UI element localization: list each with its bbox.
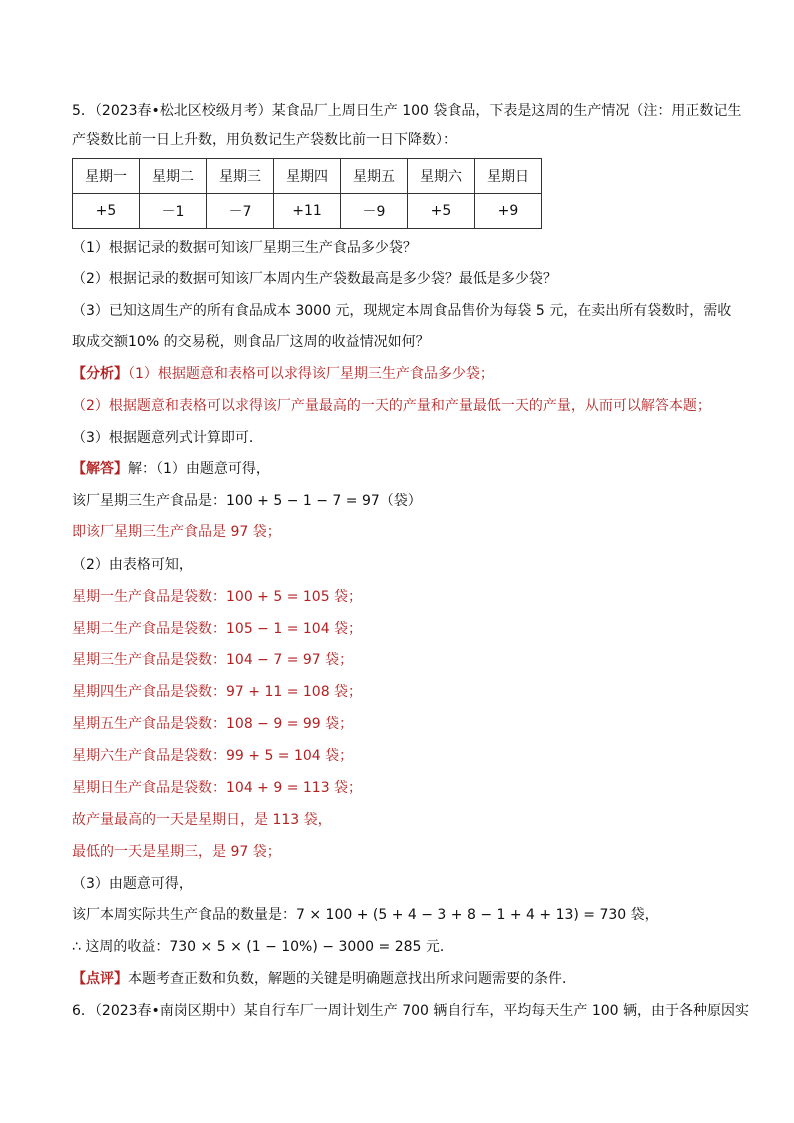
analysis-line2: （2）根据题意和表格可以求得该厂产量最高的一天的产量和产量最低一天的产量，从而可以解答本题；	[72, 398, 711, 414]
solution-step: ∴ 这周的收益：730 × 5 × (1 − 10%) − 3000 = 285 元．	[72, 939, 454, 955]
table-header-cell: 星期三	[207, 159, 274, 194]
solution-step: 星期三生产食品是袋数：104 − 7 = 97 袋；	[72, 652, 354, 668]
problem6-statement-line1: 6．（2023春•南岗区期中）某自行车厂一周计划生产 700 辆自行车，平均每天生产 100 辆，由于各种原因实	[72, 1003, 750, 1019]
solution-step: 星期四生产食品是袋数：97 + 11 = 108 袋；	[72, 684, 363, 700]
table-header-cell: 星期一	[73, 159, 140, 194]
solution-step: 星期日生产食品是袋数：104 + 9 = 113 袋；	[72, 780, 363, 796]
solution-step: （3）由题意可得，	[72, 876, 193, 892]
solution-step: （2）由表格可知，	[72, 557, 193, 573]
table-header-cell: 星期二	[140, 159, 207, 194]
solution-line	[72, 459, 270, 479]
solution-step: 该厂本周实际共生产食品的数量是：7 × 100 + (5 + 4 − 3 + 8 − 1 + 4 + 13) = 730 袋，	[72, 907, 659, 923]
question-3-line1: （3）已知这周生产的所有食品成本 3000 元，现规定本周食品售价为每袋 5 元，在卖出所有袋数时，需收	[72, 303, 732, 319]
problem5-statement-line2: 产袋数比前一日上升数，用负数记生产袋数比前一日下降数）：	[72, 132, 457, 148]
analysis-text: （1）根据题意和表格可以求得该厂星期三生产食品多少袋；	[128, 366, 494, 382]
solution-tag: 【解答】	[72, 461, 128, 477]
solution-step: 星期一生产食品是袋数：100 + 5 = 105 袋；	[72, 589, 363, 605]
comment-text: 本题考查正数和负数，解题的关键是明确题意找出所求问题需要的条件．	[128, 971, 576, 987]
table-row	[73, 194, 542, 229]
problem5-statement-line1: 5．（2023春•松北区校级月考）某食品厂上周日生产 100 袋食品，下表是这周的生产情况（注：用正数记生	[72, 103, 742, 119]
table-header-cell: 星期六	[408, 159, 475, 194]
table-header-cell: 星期五	[341, 159, 408, 194]
analysis-tag: 【分析】	[72, 366, 128, 382]
table-cell: +5	[408, 194, 475, 229]
table-cell: －7	[207, 194, 274, 229]
solution-step: 星期二生产食品是袋数：105 − 1 = 104 袋；	[72, 621, 363, 637]
table-header-row	[73, 159, 542, 194]
table-cell: +11	[274, 194, 341, 229]
analysis-line1	[72, 364, 494, 384]
solution-step: 最低的一天是星期三，是 97 袋；	[72, 844, 281, 860]
table-cell: +5	[73, 194, 140, 229]
question-1: （1）根据记录的数据可知该厂星期三生产食品多少袋？	[72, 240, 417, 256]
analysis-line3: （3）根据题意列式计算即可．	[72, 430, 263, 446]
solution-step: 该厂星期三生产食品是：100 + 5 − 1 − 7 = 97（袋）	[72, 493, 422, 509]
question-3-line2: 取成交额10% 的交易税，则食品厂这周的收益情况如何？	[72, 334, 430, 350]
question-2: （2）根据记录的数据可知该厂本周内生产袋数最高是多少袋？最低是多少袋？	[72, 271, 557, 287]
table-cell: －1	[140, 194, 207, 229]
table-cell: +9	[475, 194, 542, 229]
comment-line	[72, 969, 576, 989]
production-table	[72, 158, 542, 229]
comment-tag: 【点评】	[72, 971, 128, 987]
table-header-cell: 星期日	[475, 159, 542, 194]
solution-step: 星期五生产食品是袋数：108 − 9 = 99 袋；	[72, 716, 354, 732]
solution-intro: 解：（1）由题意可得，	[128, 461, 270, 477]
solution-step: 即该厂星期三生产食品是 97 袋；	[72, 524, 281, 540]
table-cell: －9	[341, 194, 408, 229]
table-header-cell: 星期四	[274, 159, 341, 194]
solution-step: 星期六生产食品是袋数：99 + 5 = 104 袋；	[72, 748, 354, 764]
solution-step: 故产量最高的一天是星期日，是 113 袋，	[72, 812, 332, 828]
